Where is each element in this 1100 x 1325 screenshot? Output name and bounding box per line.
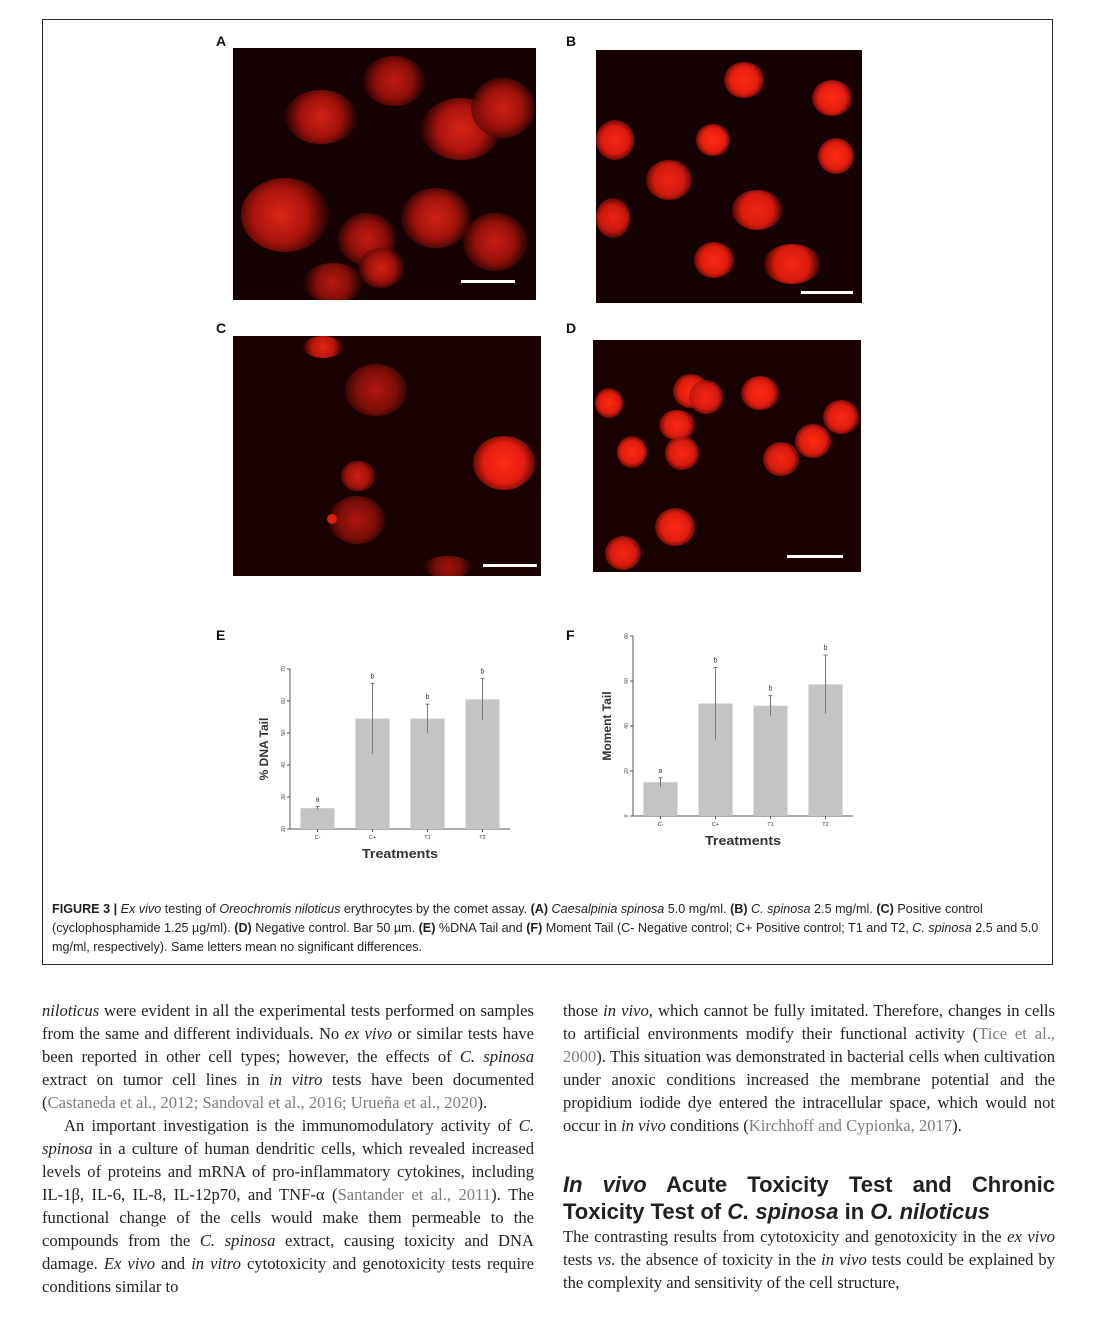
micrograph-a bbox=[233, 48, 536, 300]
paragraph: The contrasting results from cytotoxicity and genotoxicity in the ex vivo tests vs. the absence of toxicity in the in vivo tests could be explained by the complexity and sensitivity of the cell structure, bbox=[563, 1227, 1055, 1292]
panel-letter-c: C bbox=[216, 320, 227, 336]
panel-letter-e: E bbox=[216, 627, 226, 643]
figure-caption: FIGURE 3 | Ex vivo testing of Oreochromis niloticus erythrocytes by the comet assay. (A) Caesalpinia spinosa 5.0 mg/ml. (B) C. spinosa 2.5 mg/ml. (C) Positive control (cyclophosphamide 1.25 µg/ml). (D) Negative control. Bar 50 µm. (E) %DNA Tail and (F) Moment Tail (C- Negative control; C+ Positive control; T1 and T2, C. spinosa 2.5 and 5.0 mg/ml, respectively). Same letters mean no significant differences. bbox=[52, 902, 1039, 954]
scale-bar bbox=[483, 564, 537, 567]
bar bbox=[753, 706, 787, 816]
significance-letter: a bbox=[658, 767, 663, 775]
significance-letter: a bbox=[315, 796, 320, 804]
significance-letter: b bbox=[480, 668, 485, 676]
citation-link[interactable]: Castaneda et al., 2012; Sandoval et al., 2016; Urueña et al., 2020 bbox=[47, 1093, 478, 1112]
x-tick-label: T2 bbox=[822, 822, 829, 828]
panel-letter-a: A bbox=[216, 33, 227, 49]
y-tick-label: 60 bbox=[624, 678, 630, 684]
figure-3 bbox=[42, 19, 1053, 965]
significance-letter: b bbox=[823, 645, 828, 653]
y-tick-label: 80 bbox=[624, 633, 630, 639]
y-tick-label: 30 bbox=[281, 794, 287, 800]
paragraph: those in vivo, which cannot be fully imitated. Therefore, changes in cells to artificial environments modify their functional activity (Tice et al., 2000). This situation was demonstrated in bacterial cells when cultivation under anoxic conditions increased the membrane potential and the propidium iodide dye entered the intracellular space, which would not occur in in vivo conditions (Kirchhoff and Cypionka, 2017). bbox=[563, 1001, 1055, 1135]
scale-bar bbox=[787, 555, 843, 558]
panel-letter-b: B bbox=[566, 33, 577, 49]
chart-moment-tail bbox=[595, 628, 865, 858]
body-right-column bbox=[563, 999, 1055, 1294]
micrograph-c bbox=[233, 336, 541, 576]
y-tick-label: 50 bbox=[281, 730, 287, 736]
y-tick-label: 0 bbox=[624, 814, 630, 818]
significance-letter: b bbox=[370, 673, 375, 681]
x-tick-label: C- bbox=[657, 822, 664, 828]
micrograph-d bbox=[593, 340, 861, 572]
bar bbox=[300, 808, 334, 829]
y-tick-label: 60 bbox=[281, 698, 287, 704]
section-heading: In vivo Acute Toxicity Test and Chronic Toxicity Test of C. spinosa in O. niloticus bbox=[563, 1172, 1055, 1224]
paragraph: An important investigation is the immunomodulatory activity of C. spinosa in a culture of human dendritic cells, which revealed increased levels of proteins and mRNA of pro-inflammatory cytokines, including IL-1β, IL-6, IL-8, IL-12p70, and TNF-α (Santander et al., 2011). The functional change of the cells would make them permeable to the compounds from the C. spinosa extract, causing toxicity and DNA damage. Ex vivo and in vitro cytotoxicity and genotoxicity tests require conditions similar to bbox=[42, 1116, 535, 1296]
chart-percent-dna-tail bbox=[245, 640, 515, 870]
citation-link[interactable]: Santander et al., 2011 bbox=[337, 1185, 492, 1204]
bar bbox=[643, 782, 677, 816]
x-tick-label: C- bbox=[314, 835, 321, 841]
panel-letter-f: F bbox=[566, 627, 575, 643]
significance-letter: b bbox=[425, 694, 430, 702]
micrograph-b bbox=[596, 50, 862, 303]
y-axis-label: % DNA Tail bbox=[257, 717, 271, 781]
y-tick-label: 40 bbox=[624, 723, 630, 729]
scale-bar bbox=[801, 291, 853, 294]
x-axis-label: Treatments bbox=[362, 846, 438, 861]
significance-letter: b bbox=[768, 685, 773, 693]
x-tick-label: C+ bbox=[711, 822, 720, 828]
citation-link[interactable]: Kirchhoff and Cypionka, 2017 bbox=[748, 1116, 953, 1135]
y-tick-label: 70 bbox=[281, 666, 287, 672]
x-tick-label: C+ bbox=[368, 835, 377, 841]
body-left-column bbox=[42, 999, 534, 1298]
y-tick-label: 20 bbox=[281, 826, 287, 832]
x-tick-label: T2 bbox=[479, 835, 486, 841]
panel-letter-d: D bbox=[566, 320, 577, 336]
x-tick-label: T1 bbox=[424, 835, 431, 841]
x-axis-label: Treatments bbox=[705, 833, 781, 848]
paragraph: niloticus were evident in all the experimental tests performed on samples from the same and different individuals. No ex vivo or similar tests have been reported in other cell types; however, the effects of C. spinosa extract on tumor cell lines in in vitro tests have been documented (Castaneda et al., 2012; Sandoval et al., 2016; Urueña et al., 2020). bbox=[42, 1001, 535, 1112]
caption-label: FIGURE 3 | bbox=[52, 902, 118, 916]
bar bbox=[410, 719, 444, 829]
y-tick-label: 40 bbox=[281, 762, 287, 768]
citation-link[interactable]: Tice et al., 2000 bbox=[563, 1024, 1055, 1066]
significance-letter: b bbox=[713, 657, 718, 665]
y-axis-label: Moment Tail bbox=[600, 691, 614, 761]
x-tick-label: T1 bbox=[767, 822, 774, 828]
y-tick-label: 20 bbox=[624, 768, 630, 774]
scale-bar bbox=[461, 280, 515, 283]
